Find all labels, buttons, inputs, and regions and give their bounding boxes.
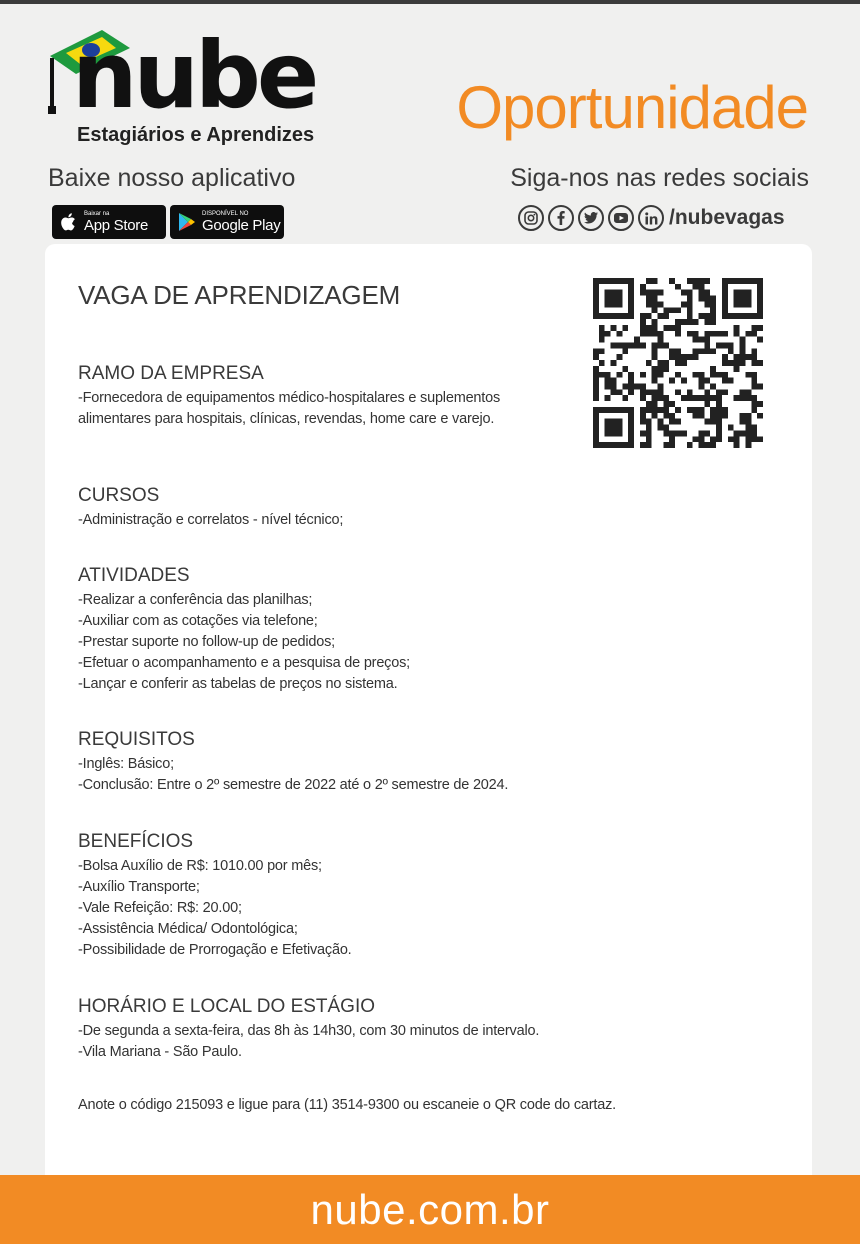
google-play-label: Google Play <box>202 216 281 234</box>
section-line: -Administração e correlatos - nível técnico; <box>78 512 344 528</box>
brand-wordmark: nube <box>72 22 316 129</box>
section-line: -Efetuar o acompanhamento e a pesquisa de preços; <box>78 655 410 671</box>
top-border <box>0 0 860 4</box>
section-line: -Lançar e conferir as tabelas de preços no sistema. <box>78 676 398 692</box>
section-requisitos <box>78 728 638 796</box>
section-line: -Assistência Médica/ Odontológica; <box>78 921 298 937</box>
job-title: VAGA DE APRENDIZAGEM <box>78 280 401 310</box>
footer-url[interactable]: nube.com.br <box>310 1185 550 1233</box>
section-line: -Bolsa Auxílio de R$: 1010.00 por mês; <box>78 858 322 874</box>
app-store-label: App Store <box>84 216 149 234</box>
social-handle[interactable]: /nubevagas <box>669 206 785 229</box>
section-line: -Vale Refeição: R$: 20.00; <box>78 900 242 916</box>
section-line: -Prestar suporte no follow-up de pedidos; <box>78 634 335 650</box>
social-links <box>518 205 785 231</box>
download-label: Baixe nosso aplicativo <box>48 164 296 192</box>
section-line: -Realizar a conferência das planilhas; <box>78 592 313 608</box>
brand-tagline: Estagiários e Aprendizes <box>77 124 315 146</box>
section-line: -Auxílio Transporte; <box>78 879 200 895</box>
youtube-icon[interactable] <box>608 205 634 231</box>
section-line: -De segunda a sexta-feira, das 8h às 14h30, com 30 minutos de intervalo. <box>78 1023 540 1039</box>
section-horario <box>78 995 638 1063</box>
section-line: -Vila Mariana - São Paulo. <box>78 1044 242 1060</box>
qr-finder-pattern <box>722 278 763 319</box>
linkedin-icon[interactable] <box>638 205 664 231</box>
section-line: -Possibilidade de Prorrogação e Efetivação. <box>78 942 352 958</box>
section-heading: ATIVIDADES <box>78 565 190 586</box>
section-ramo <box>78 362 638 430</box>
footer-bar <box>0 1175 860 1244</box>
google-play-button[interactable] <box>170 205 284 239</box>
section-line: -Inglês: Básico; <box>78 756 174 772</box>
section-heading: REQUISITOS <box>78 729 195 750</box>
nube-logo <box>44 22 324 158</box>
instagram-icon[interactable] <box>518 205 544 231</box>
section-heading: RAMO DA EMPRESA <box>78 363 264 384</box>
twitter-icon[interactable] <box>578 205 604 231</box>
section-atividades <box>78 564 638 695</box>
section-cursos <box>78 484 638 531</box>
app-store-button[interactable] <box>52 205 166 239</box>
headline: Oportunidade <box>456 74 808 141</box>
job-card <box>45 244 812 1184</box>
apple-icon <box>60 212 78 232</box>
section-beneficios <box>78 830 638 961</box>
app-store-small-label: Baixar na <box>84 210 110 217</box>
google-play-small-label: DISPONÍVEL NO <box>202 210 249 217</box>
section-line: -Conclusão: Entre o 2º semestre de 2022 até o 2º semestre de 2024. <box>78 777 509 793</box>
google-play-icon <box>178 212 196 232</box>
facebook-icon[interactable] <box>548 205 574 231</box>
section-heading: BENEFÍCIOS <box>78 831 194 852</box>
contact-note: Anote o código 215093 e ligue para (11) 3514-9300 ou escaneie o QR code do cartaz. <box>78 1097 616 1113</box>
social-label: Siga-nos nas redes sociais <box>510 164 809 192</box>
section-heading: CURSOS <box>78 485 160 506</box>
section-line: -Auxiliar com as cotações via telefone; <box>78 613 318 629</box>
section-heading: HORÁRIO E LOCAL DO ESTÁGIO <box>78 996 376 1017</box>
section-line: -Fornecedora de equipamentos médico-hospitalares e suplementos alimentares para hospitais, clínicas, revendas, home care e varejo. <box>78 390 501 427</box>
qr-finder-pattern <box>593 278 634 319</box>
